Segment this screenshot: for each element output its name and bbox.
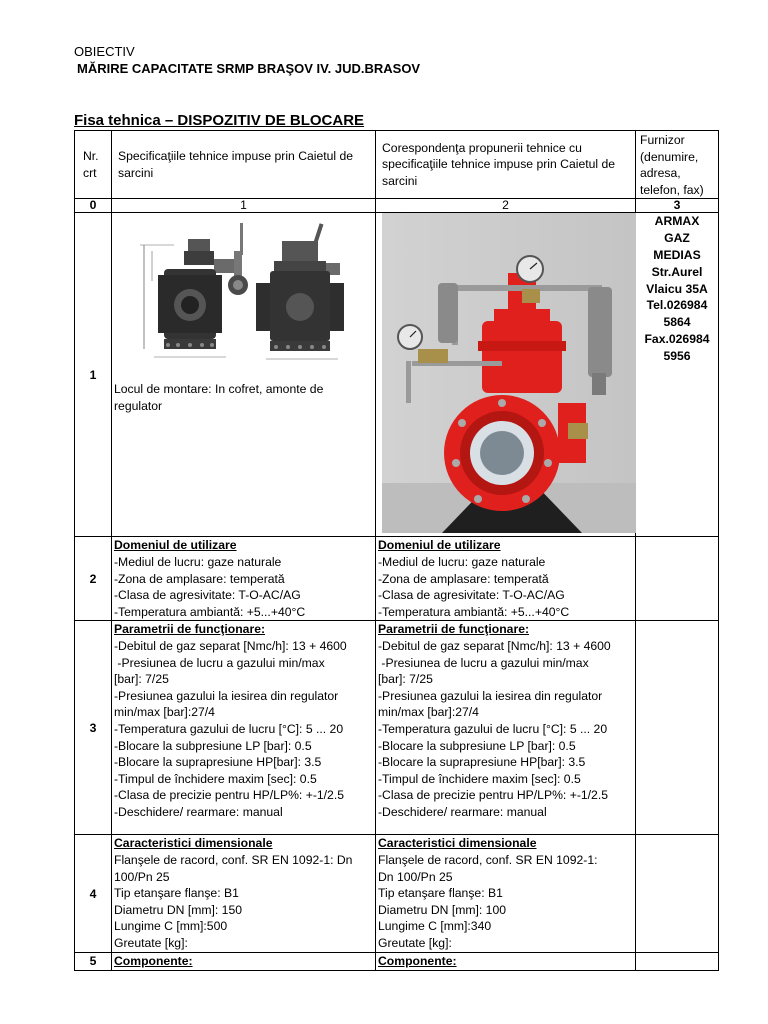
spec-line: -Presiunea gazului la iesirea din regulator bbox=[114, 688, 339, 703]
header-nr: Nr. crt bbox=[75, 131, 112, 199]
valve-drawing-front-icon bbox=[134, 221, 254, 371]
index-3: 3 bbox=[636, 199, 719, 213]
supplier-line: Tel.026984 bbox=[646, 298, 708, 313]
spec-cell-2 bbox=[376, 835, 636, 953]
spec-line: -Debitul de gaz separat [Nmc/h]: 13 + 4600 bbox=[114, 638, 347, 653]
row-number: 3 bbox=[75, 621, 112, 835]
spec-cell-1 bbox=[112, 621, 376, 835]
objective-label: OBIECTIV bbox=[74, 44, 135, 59]
supplier-line: ARMAX bbox=[654, 214, 700, 229]
spec-line: -Blocare la suprapresiune HP[bar]: 3.5 bbox=[114, 755, 322, 770]
spec-line: Flanşele de racord, conf. SR EN 1092-1: bbox=[378, 852, 598, 867]
spec-line: -Temperatura gazului de lucru [°C]: 5 ... 20 bbox=[378, 721, 608, 736]
row-number: 2 bbox=[75, 537, 112, 621]
spec-cell-1 bbox=[112, 213, 376, 537]
spec-cell-2 bbox=[376, 537, 636, 621]
section-title: Parametrii de funcţionare: bbox=[114, 622, 266, 637]
spec-line: -Debitul de gaz separat [Nmc/h]: 13 + 4600 bbox=[378, 638, 611, 653]
index-0: 0 bbox=[75, 199, 112, 213]
table-row bbox=[75, 953, 719, 971]
supplier-line: GAZ bbox=[664, 231, 690, 246]
row-number: 4 bbox=[75, 835, 112, 953]
spec-line: -Clasa de agresivitate: T-O-AC/AG bbox=[114, 588, 301, 603]
index-2: 2 bbox=[376, 199, 636, 213]
section-title: Parametrii de funcţionare: bbox=[378, 622, 530, 637]
header-row bbox=[75, 131, 719, 199]
supplier-cell bbox=[636, 537, 719, 621]
table-row bbox=[75, 621, 719, 835]
spec-cell-2 bbox=[376, 953, 636, 971]
spec-line: -Clasa de precizie pentru HP/LP%: +-1/2.5 bbox=[378, 788, 608, 803]
section-title: Caracteristici dimensionale bbox=[114, 836, 273, 851]
spec-line: Dn 100/Pn 25 bbox=[378, 869, 453, 884]
document-title: Fisa tehnica – DISPOZITIV DE BLOCARE bbox=[74, 112, 365, 129]
spec-line: 100/Pn 25 bbox=[114, 869, 170, 884]
header-supplier: Furnizor (denumire, adresa, telefon, fax) bbox=[636, 131, 719, 199]
supplier-cell bbox=[636, 953, 719, 971]
table-row bbox=[75, 213, 719, 537]
spec-line: Tip etanşare flanşe: B1 bbox=[378, 886, 503, 901]
spec-line: min/max [bar]:27/4 bbox=[114, 705, 215, 720]
spec-line: Diametru DN [mm]: 100 bbox=[378, 902, 506, 917]
mounting-location-text: Locul de montare: In cofret, amonte de regulator bbox=[114, 382, 324, 413]
spec-line: -Timpul de închidere maxim [sec]: 0.5 bbox=[378, 771, 581, 786]
header-specifications: Specificaţiile tehnice impuse prin Caietul de sarcini bbox=[112, 131, 376, 199]
spec-line: -Presiunea de lucru a gazului min/max bbox=[114, 655, 325, 670]
spec-cell-1 bbox=[112, 835, 376, 953]
spec-line: -Mediul de lucru: gaze naturale bbox=[114, 554, 282, 569]
spec-line: -Temperatura gazului de lucru [°C]: 5 ... 20 bbox=[114, 721, 344, 736]
spec-line: -Mediul de lucru: gaze naturale bbox=[378, 554, 546, 569]
section-title: Domeniul de utilizare bbox=[114, 538, 237, 553]
objective-title: MĂRIRE CAPACITATE SRMP BRAŞOV IV. JUD.BRASOV bbox=[77, 61, 421, 76]
spec-line: -Timpul de închidere maxim [sec]: 0.5 bbox=[114, 771, 317, 786]
spec-cell-2 bbox=[376, 621, 636, 835]
spec-line: [bar]: 7/25 bbox=[378, 672, 433, 687]
supplier-cell bbox=[636, 835, 719, 953]
table-row bbox=[75, 537, 719, 621]
supplier-cell bbox=[636, 213, 719, 537]
supplier-line: Vlaicu 35A bbox=[646, 281, 708, 296]
supplier-line: 5864 bbox=[663, 315, 691, 330]
supplier-line: Fax.026984 bbox=[644, 331, 710, 346]
spec-cell-1 bbox=[112, 953, 376, 971]
spec-line: -Deschidere/ rearmare: manual bbox=[378, 804, 547, 819]
spec-line: -Clasa de precizie pentru HP/LP%: +-1/2.5 bbox=[114, 788, 344, 803]
supplier-line: MEDIAS bbox=[653, 247, 701, 262]
spec-line: Greutate [kg]: bbox=[378, 935, 452, 950]
spec-line: -Blocare la subpresiune LP [bar]: 0.5 bbox=[114, 738, 312, 753]
row-number: 1 bbox=[75, 213, 112, 537]
valve-drawing-side-icon bbox=[252, 221, 352, 371]
spec-cell-1 bbox=[112, 537, 376, 621]
spec-line: Greutate [kg]: bbox=[114, 935, 188, 950]
supplier-line: 5956 bbox=[663, 348, 691, 363]
supplier-cell bbox=[636, 621, 719, 835]
section-title: Componente: bbox=[114, 954, 193, 969]
spec-line: -Temperatura ambiantă: +5...+40°C bbox=[114, 604, 306, 619]
spec-line: -Zona de amplasare: temperată bbox=[378, 571, 549, 586]
spec-line: -Temperatura ambiantă: +5...+40°C bbox=[378, 604, 570, 619]
section-title: Componente: bbox=[378, 954, 457, 969]
valve-photo-icon bbox=[382, 213, 636, 533]
spec-line: -Blocare la subpresiune LP [bar]: 0.5 bbox=[378, 738, 576, 753]
spec-cell-2 bbox=[376, 213, 636, 537]
spec-line: -Blocare la suprapresiune HP[bar]: 3.5 bbox=[378, 755, 586, 770]
spec-line: Lungime C [mm]:500 bbox=[114, 919, 228, 934]
spec-line: Tip etanşare flanşe: B1 bbox=[114, 886, 239, 901]
spec-line: Diametru DN [mm]: 150 bbox=[114, 902, 242, 917]
spec-line: Lungime C [mm]:340 bbox=[378, 919, 492, 934]
index-row bbox=[75, 199, 719, 213]
index-1: 1 bbox=[112, 199, 376, 213]
spec-line: -Clasa de agresivitate: T-O-AC/AG bbox=[378, 588, 565, 603]
spec-line: Flanşele de racord, conf. SR EN 1092-1: Dn bbox=[114, 852, 353, 867]
header-correspondence: Corespondenţa propunerii tehnice cu specificaţiile tehnice impuse prin Caietul de sarcini bbox=[376, 131, 636, 199]
spec-line: -Presiunea de lucru a gazului min/max bbox=[378, 655, 589, 670]
supplier-line: Str.Aurel bbox=[651, 264, 703, 279]
section-title: Caracteristici dimensionale bbox=[378, 836, 537, 851]
spec-line: -Presiunea gazului la iesirea din regulator bbox=[378, 688, 603, 703]
table-row bbox=[75, 835, 719, 953]
row-number: 5 bbox=[75, 953, 112, 971]
spec-line: -Deschidere/ rearmare: manual bbox=[114, 804, 283, 819]
section-title: Domeniul de utilizare bbox=[378, 538, 501, 553]
spec-line: min/max [bar]:27/4 bbox=[378, 705, 479, 720]
technical-sheet-table bbox=[74, 130, 719, 971]
spec-line: -Zona de amplasare: temperată bbox=[114, 571, 285, 586]
spec-line: [bar]: 7/25 bbox=[114, 672, 169, 687]
